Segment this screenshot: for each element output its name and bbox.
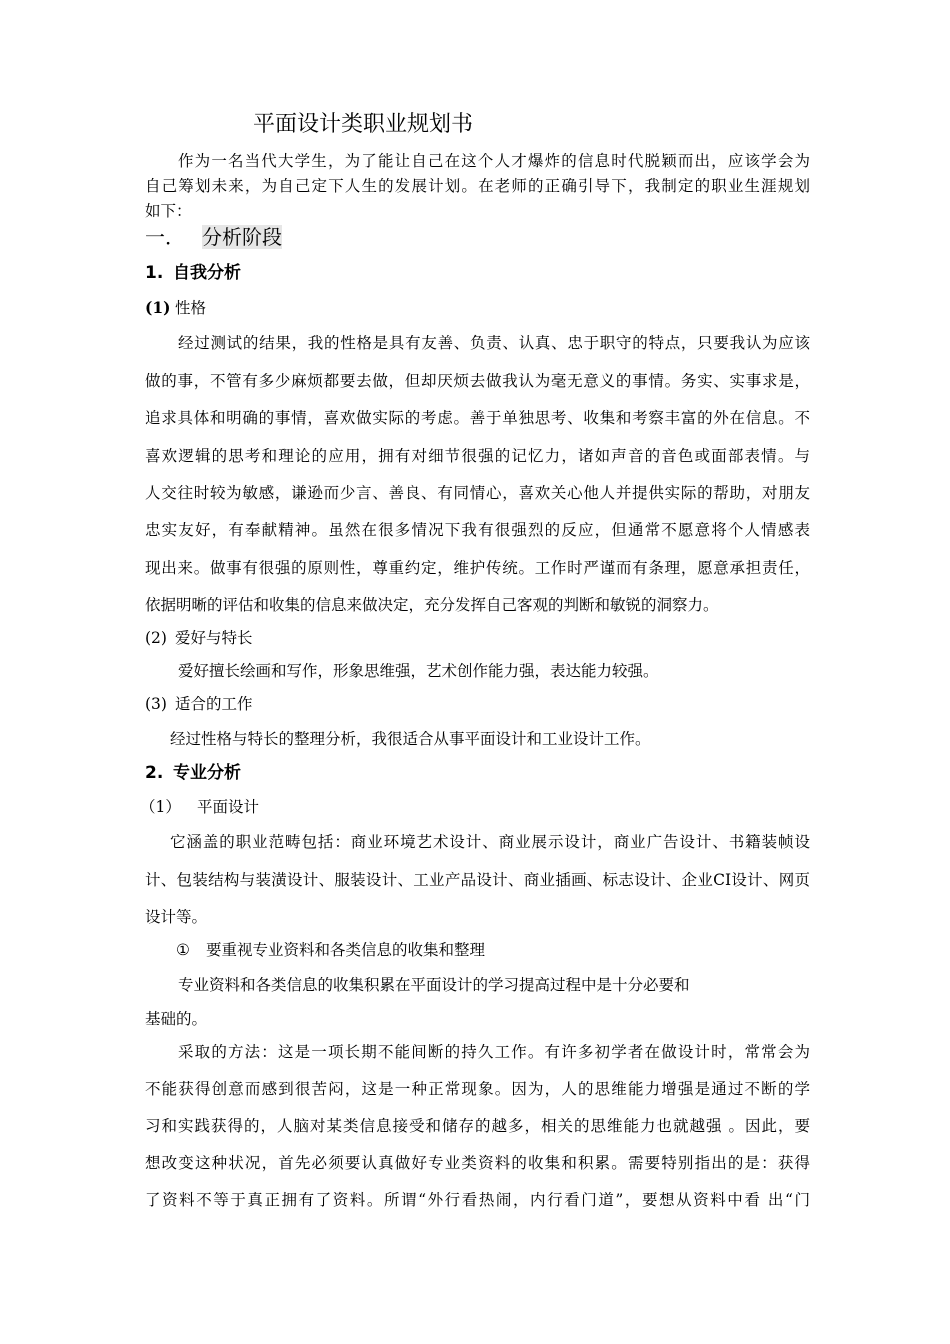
item-number: (2)	[145, 629, 167, 647]
personality-line-4: 喜欢逻辑的思考和理论的应用，拥有对细节很强的记忆力，诸如声音的音色或面部表情。与	[145, 447, 810, 465]
personality-line-7: 现出来。做事有很强的原则性，尊重约定，维护传统。工作时严谨而有条理，愿意承担责任，	[145, 559, 810, 577]
item-number: （1）	[140, 798, 181, 816]
section-heading-analysis	[145, 224, 282, 250]
item-heading-text: 平面设计	[197, 798, 260, 816]
intro-line-2: 自己筹划未来，为自己定下人生的发展计划。在老师的正确引导下，我制定的职业生涯规划	[145, 177, 810, 195]
intro-line-3: 如下：	[145, 202, 192, 220]
point-heading-collect-materials	[176, 940, 485, 960]
section-heading-text: 分析阶段	[202, 225, 282, 249]
item-heading-text: 爱好与特长	[175, 629, 253, 647]
method-line-4: 想改变这种状况，首先必须要认真做好专业类资料的收集和积累。需要特别指出的是：获得	[145, 1154, 810, 1172]
intro-line-1: 作为一名当代大学生，为了能让自己在这个人才爆炸的信息时代脱颖而出，应该学会为	[178, 152, 810, 170]
subsection-heading-text: 专业分析	[173, 763, 241, 783]
hobbies-line-1: 爱好擅长绘画和写作，形象思维强，艺术创作能力强，表达能力较强。	[178, 662, 659, 680]
personality-line-8: 依据明晰的评估和收集的信息来做决定，充分发挥自己客观的判断和敏锐的洞察力。	[145, 596, 719, 614]
section-number: 一．	[145, 225, 185, 249]
point-line-1: 专业资料和各类信息的收集积累在平面设计的学习提高过程中是十分必要和	[178, 976, 690, 994]
item-heading-graphic-design	[140, 797, 259, 817]
personality-line-5: 人交往时较为敏感，谦逊而少言、善良、有同情心，喜欢关心他人并提供实际的帮助，对朋友	[145, 484, 810, 502]
personality-line-2: 做的事，不管有多少麻烦都要去做，但却厌烦去做我认为毫无意义的事情。务实、实事求是，	[145, 372, 810, 390]
item-number: (1)	[145, 298, 171, 317]
personality-line-3: 追求具体和明确的事情，喜欢做实际的考虑。善于单独思考、收集和考察丰富的外在信息。不	[145, 409, 810, 427]
personality-line-6: 忠实友好，有奉献精神。虽然在很多情况下我有很强烈的反应，但通常不愿意将个人情感表	[145, 521, 810, 539]
method-line-2: 不能获得创意而感到很苦闷，这是一种正常现象。因为，人的思维能力增强是通过不断的学	[145, 1080, 810, 1098]
graphic-design-line-1: 它涵盖的职业范畴包括：商业环境艺术设计、商业展示设计，商业广告设计、书籍装帧设	[170, 833, 810, 851]
method-line-5: 了资料不等于真正拥有了资料。所谓“外行看热闹，内行看门道”，要想从资料中看 出“门	[145, 1191, 810, 1209]
subsection-heading-professional-analysis	[145, 762, 241, 784]
method-line-3: 习和实践获得的，人脑对某类信息接受和储存的越多，相关的思维能力也就越强 。因此，要	[145, 1117, 810, 1135]
item-heading-suitable-work	[145, 694, 253, 714]
graphic-design-line-2: 计、包装结构与装潢设计、服装设计、工业产品设计、商业插画、标志设计、企业CI设计、网页	[145, 871, 810, 889]
method-line-1: 采取的方法：这是一项长期不能间断的持久工作。有许多初学者在做设计时，常常会为	[178, 1043, 810, 1061]
subsection-heading-self-analysis	[145, 262, 241, 284]
item-number: (3)	[145, 695, 167, 713]
graphic-design-line-3: 设计等。	[145, 908, 208, 926]
subsection-number: 1.	[145, 263, 164, 283]
document-title: 平面设计类职业规划书	[253, 112, 474, 137]
point-number: ①	[176, 941, 190, 959]
item-heading-personality	[145, 298, 206, 318]
personality-line-1: 经过测试的结果，我的性格是具有友善、负责、认真、忠于职守的特点，只要我认为应该	[178, 334, 810, 352]
item-heading-hobbies	[145, 628, 253, 648]
item-heading-text: 性格	[175, 299, 207, 317]
item-heading-text: 适合的工作	[175, 695, 253, 713]
point-line-2: 基础的。	[145, 1010, 208, 1028]
subsection-heading-text: 自我分析	[173, 263, 241, 283]
subsection-number: 2.	[145, 763, 164, 783]
point-heading-text: 要重视专业资料和各类信息的收集和整理	[206, 941, 486, 959]
suitable-work-line-1: 经过性格与特长的整理分析，我很适合从事平面设计和工业设计工作。	[170, 730, 651, 748]
